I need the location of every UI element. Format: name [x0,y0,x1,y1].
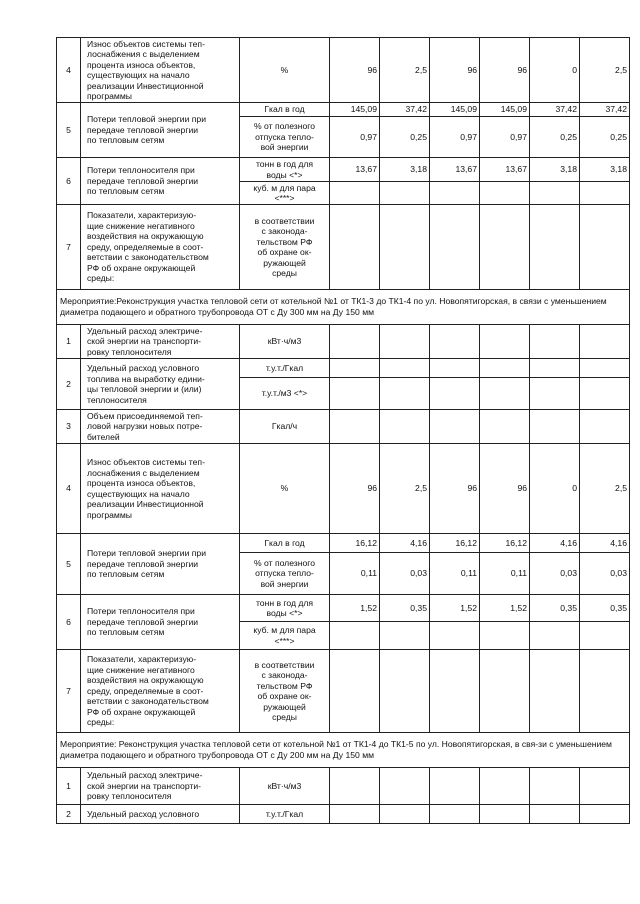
value-cell [580,325,630,359]
value-cell [480,378,530,410]
value-cell: 16,12 [430,534,480,553]
unit-cell: т.у.т./Гкал [240,359,330,378]
section-title: Мероприятие: Реконструкция участка тепловой сети от котельной №1 от ТК1-4 до ТК1-5 по ул. Новопятигорская, в свя-зи с уменьшением диаметра подающего и обратного трубопровода ОТ с Ду 200 мм на Ду 150 мм [57,733,630,768]
value-cell [480,805,530,824]
value-cell [330,182,380,205]
indicator-name: Потери тепловой энергии при передаче тепловой энергии по тепловым сетям [81,103,240,158]
indicator-name: Показатели, характеризую- щие снижение негативного воздействия на окружающую среду, определяемые в соот- ветствии с законодательством РФ об охране окружающей среды: [81,650,240,733]
value-cell [430,768,480,805]
value-cell [580,622,630,650]
indicator-name: Объем присоединяемой теп- ловой нагрузки новых потре- бителей [81,410,240,444]
value-cell [480,650,530,733]
value-cell: 1,52 [330,595,380,622]
table-row [57,359,630,378]
value-cell: 0,11 [330,553,380,595]
section-title: Мероприятие:Реконструкция участка тепловой сети от котельной №1 от ТК1-3 до ТК1-4 по ул. Новопятигорская, в связи с уменьшением диаметра подающего и обратного трубопровода ОТ с Ду 300 мм на Ду 150 мм [57,290,630,325]
unit-cell: кВт·ч/м3 [240,325,330,359]
value-cell: 4,16 [380,534,430,553]
value-cell: 0 [530,38,580,103]
value-cell [530,805,580,824]
value-cell: 16,12 [330,534,380,553]
value-cell [330,650,380,733]
value-cell: 4,16 [530,534,580,553]
value-cell: 96 [430,444,480,534]
table-row [57,38,630,103]
value-cell [430,622,480,650]
value-cell [530,378,580,410]
unit-cell: % от полезного отпуска тепло- вой энергии [240,553,330,595]
value-cell [330,622,380,650]
value-cell [530,622,580,650]
table-row [57,768,630,805]
value-cell: 0 [530,444,580,534]
value-cell [580,182,630,205]
value-cell: 145,09 [480,103,530,117]
value-cell [380,410,430,444]
value-cell [330,205,380,290]
value-cell: 2,5 [380,444,430,534]
table-row [57,103,630,117]
value-cell: 3,18 [380,158,430,182]
value-cell: 3,18 [580,158,630,182]
unit-cell: % от полезного отпуска тепло- вой энергии [240,117,330,158]
value-cell [380,359,430,378]
value-cell [330,325,380,359]
unit-cell: Гкал/ч [240,410,330,444]
value-cell [380,650,430,733]
value-cell [330,768,380,805]
table-row [57,444,630,534]
value-cell [330,805,380,824]
unit-cell: % [240,38,330,103]
indicator-name: Удельный расход условного [81,805,240,824]
value-cell [530,205,580,290]
table-row [57,410,630,444]
unit-cell: тонн в год для воды <*> [240,595,330,622]
value-cell [580,650,630,733]
value-cell [430,325,480,359]
value-cell [530,325,580,359]
unit-cell: в соответствии с законода- тельством РФ об охране ок- ружающей среды [240,205,330,290]
value-cell [530,410,580,444]
row-number: 6 [57,158,81,205]
value-cell: 0,03 [380,553,430,595]
value-cell [530,182,580,205]
value-cell: 2,5 [580,38,630,103]
value-cell: 37,42 [380,103,430,117]
value-cell [580,378,630,410]
value-cell: 96 [480,38,530,103]
indicator-name: Удельный расход электриче- ской энергии на транспорти- ровку теплоносителя [81,768,240,805]
value-cell [530,768,580,805]
value-cell: 2,5 [580,444,630,534]
indicator-name: Показатели, характеризую- щие снижение негативного воздействия на окружающую среду, определяемые в соот- ветствии с законодательством РФ об охране окружающей среды: [81,205,240,290]
indicator-name: Удельный расход условного топлива на выработку едини- цы тепловой энергии и (или) теплоносителя [81,359,240,410]
value-cell [380,378,430,410]
value-cell [330,410,380,444]
value-cell [380,622,430,650]
value-cell [380,805,430,824]
value-cell: 0,11 [480,553,530,595]
value-cell [580,205,630,290]
unit-cell: куб. м для пара <***> [240,182,330,205]
value-cell: 96 [480,444,530,534]
value-cell: 96 [330,444,380,534]
value-cell: 0,35 [380,595,430,622]
unit-cell: тонн в год для воды <*> [240,158,330,182]
value-cell: 13,67 [480,158,530,182]
row-number: 1 [57,325,81,359]
indicator-name: Потери теплоносителя при передаче тепловой энергии по тепловым сетям [81,595,240,650]
value-cell [530,650,580,733]
indicators-table [56,37,630,824]
value-cell: 13,67 [430,158,480,182]
table-row [57,534,630,553]
unit-cell: куб. м для пара <***> [240,622,330,650]
value-cell: 0,25 [580,117,630,158]
value-cell: 145,09 [330,103,380,117]
value-cell: 0,97 [480,117,530,158]
row-number: 2 [57,805,81,824]
value-cell [380,205,430,290]
unit-cell: т.у.т./Гкал [240,805,330,824]
value-cell [380,768,430,805]
unit-cell: кВт·ч/м3 [240,768,330,805]
value-cell [380,325,430,359]
unit-cell: т.у.т./м3 <*> [240,378,330,410]
value-cell [430,650,480,733]
value-cell [480,410,530,444]
value-cell: 37,42 [530,103,580,117]
row-number: 5 [57,534,81,595]
value-cell [580,805,630,824]
row-number: 6 [57,595,81,650]
section-title-row [57,290,630,325]
value-cell [380,182,430,205]
value-cell [430,182,480,205]
value-cell: 0,97 [330,117,380,158]
value-cell [480,182,530,205]
value-cell [480,325,530,359]
value-cell [580,768,630,805]
value-cell [430,410,480,444]
value-cell: 96 [430,38,480,103]
unit-cell: % [240,444,330,534]
value-cell [430,805,480,824]
table-row [57,205,630,290]
value-cell [580,410,630,444]
row-number: 3 [57,410,81,444]
document-page [56,37,630,824]
value-cell [530,359,580,378]
unit-cell: Гкал в год [240,534,330,553]
row-number: 4 [57,38,81,103]
value-cell [330,378,380,410]
table-row [57,325,630,359]
unit-cell: Гкал в год [240,103,330,117]
value-cell [430,359,480,378]
section-title-row [57,733,630,768]
indicator-name: Износ объектов системы теп- лоснабжения с выделением процента износа объектов, существующих на начало реализации Инвестиционной программы [81,444,240,534]
value-cell [480,622,530,650]
value-cell: 0,97 [430,117,480,158]
value-cell [430,205,480,290]
table-row [57,595,630,622]
value-cell: 16,12 [480,534,530,553]
value-cell: 0,25 [530,117,580,158]
indicator-name: Потери теплоносителя при передаче тепловой энергии по тепловым сетям [81,158,240,205]
table-row [57,158,630,182]
value-cell: 145,09 [430,103,480,117]
row-number: 2 [57,359,81,410]
value-cell: 3,18 [530,158,580,182]
row-number: 7 [57,650,81,733]
value-cell: 0,03 [580,553,630,595]
value-cell: 0,35 [530,595,580,622]
value-cell: 1,52 [430,595,480,622]
value-cell: 0,11 [430,553,480,595]
value-cell: 13,67 [330,158,380,182]
value-cell: 1,52 [480,595,530,622]
value-cell: 4,16 [580,534,630,553]
row-number: 4 [57,444,81,534]
indicator-name: Потери тепловой энергии при передаче тепловой энергии по тепловым сетям [81,534,240,595]
value-cell: 0,25 [380,117,430,158]
value-cell [480,359,530,378]
value-cell [580,359,630,378]
unit-cell: в соответствии с законода- тельством РФ об охране ок- ружающей среды [240,650,330,733]
value-cell [480,768,530,805]
value-cell: 96 [330,38,380,103]
value-cell: 2,5 [380,38,430,103]
table-row [57,650,630,733]
value-cell: 37,42 [580,103,630,117]
indicator-name: Износ объектов системы теп- лоснабжения с выделением процента износа объектов, существующих на начало реализации Инвестиционной программы [81,38,240,103]
value-cell [330,359,380,378]
row-number: 5 [57,103,81,158]
value-cell [430,378,480,410]
table-row [57,805,630,824]
row-number: 1 [57,768,81,805]
indicator-name: Удельный расход электриче- ской энергии на транспорти- ровку теплоносителя [81,325,240,359]
value-cell: 0,03 [530,553,580,595]
row-number: 7 [57,205,81,290]
value-cell [480,205,530,290]
value-cell: 0,35 [580,595,630,622]
